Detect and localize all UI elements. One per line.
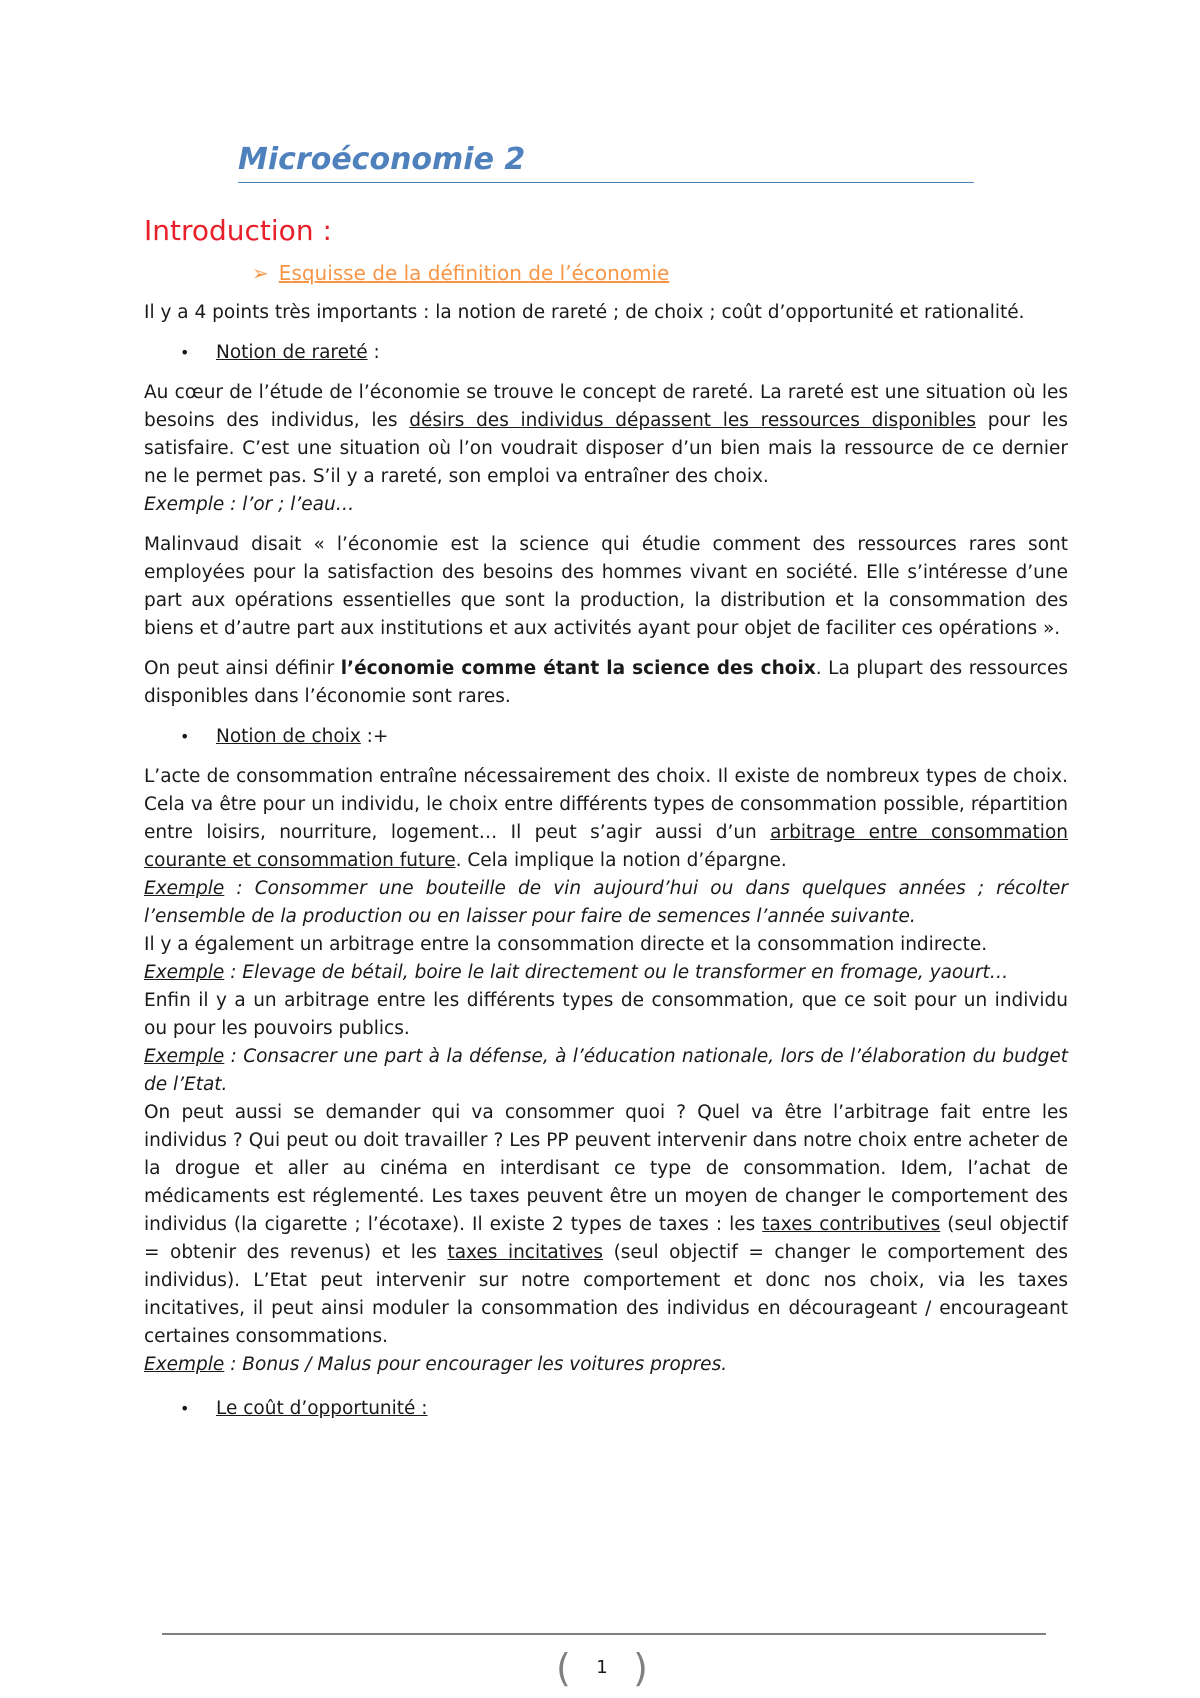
- section-heading: Introduction :: [144, 214, 332, 247]
- bullet-suffix: :+: [360, 726, 389, 747]
- choix-paragraph: [144, 763, 1068, 875]
- example-text: : Consacrer une part à la défense, à l’éducation nationale, lors de l’élaboration du budget de l’Etat.: [144, 1046, 1068, 1095]
- bullet-cout: [180, 1395, 1068, 1423]
- intro-paragraph: Il y a 4 points très importants : la notion de rareté ; de choix ; coût d’opportunité et rationalité.: [144, 302, 1025, 323]
- choix-example-2: [144, 959, 1068, 987]
- bullet-label: Le coût d’opportunité :: [216, 1398, 428, 1419]
- rarete-paragraph: [144, 379, 1068, 491]
- example-label: Exemple: [144, 878, 225, 899]
- text-run: On peut aussi se demander qui va consommer quoi ? Quel va être l’arbitrage fait entre les individus ? Qui peut ou doit travailler ? Les PP peuvent intervenir dans notre choix entre acheter de la drogue et aller au cinéma en interdisant ce type de consommation. Idem, l’achat de médicaments est réglementé. Les taxes peuvent être un moyen de changer le comportement des individus (la cigarette ; l’écotaxe). Il existe 2 types de taxes : les: [144, 1102, 1068, 1235]
- choix-paragraph-4: [144, 1099, 1068, 1351]
- example-label: Exemple: [144, 1354, 225, 1375]
- example-text: : Bonus / Malus pour encourager les voitures propres.: [224, 1354, 728, 1375]
- bullet-rarete: [180, 339, 1068, 367]
- choix-example-4: [144, 1351, 1068, 1379]
- page-number: 1: [596, 1657, 608, 1678]
- bullet-icon: •: [180, 1399, 190, 1418]
- subsection-heading: [252, 259, 1068, 287]
- bullet-icon: •: [180, 343, 190, 362]
- example-text: : Consommer une bouteille de vin aujourd’hui ou dans quelques années ; récolter l’ensemble de la production ou en laisser pour faire de semences l’année suivante.: [144, 878, 1068, 927]
- document-title: Microéconomie 2: [238, 140, 974, 183]
- page-number-box: [552, 1646, 652, 1692]
- bullet-icon: •: [180, 727, 190, 746]
- bullet-label: Notion de rareté: [216, 342, 368, 363]
- bold-run: l’économie comme étant la science des choix: [340, 658, 816, 679]
- example-text: : Elevage de bétail, boire le lait directement ou le transformer en fromage, yaourt…: [224, 962, 1009, 983]
- left-bracket-icon: (: [556, 1646, 571, 1690]
- text-run: L’acte de consommation entraîne nécessairement des choix. Il existe de nombreux types de choix. Cela va être pour un individu, le choix entre différents types de consommation possible, répartition entre loisirs, nourriture, logement… Il peut s’agir aussi d’un: [144, 766, 1068, 843]
- text-run: . Cela implique la notion d’épargne.: [455, 850, 787, 871]
- choix-paragraph-3: Enfin il y a un arbitrage entre les différents types de consommation, que ce soit pour un individu ou pour les pouvoirs publics.: [144, 990, 1068, 1039]
- rarete-example: Exemple : l’or ; l’eau…: [144, 494, 355, 515]
- malinvaud-paragraph: Malinvaud disait « l’économie est la science qui étudie comment des ressources rares sont employées pour la satisfaction des besoins des hommes vivant en société. Elle s’intéresse d’une part aux opérations essentielles que sont la production, la distribution et la consommation des biens et d’autre part aux institutions et aux activités ayant pour objet de faciliter ces opérations ».: [144, 534, 1068, 639]
- underlined-run: arbitrage entre consommation courante et consommation future: [144, 822, 1068, 871]
- right-bracket-icon: ): [633, 1646, 648, 1690]
- bullet-choix: [180, 723, 1068, 751]
- subsection-title: Esquisse de la définition de l’économie: [278, 261, 670, 285]
- footer-divider: [162, 1633, 1046, 1635]
- choix-paragraph-2: Il y a également un arbitrage entre la consommation directe et la consommation indirecte.: [144, 934, 988, 955]
- underlined-run: taxes incitatives: [447, 1242, 604, 1263]
- definition-paragraph: [144, 655, 1068, 711]
- document-content: [144, 140, 1068, 1423]
- choix-example-1: [144, 875, 1068, 931]
- bullet-suffix: :: [367, 342, 380, 363]
- text-run: (seul objectif = changer le comportement des individus). L’Etat peut intervenir sur notre comportement et donc nos choix, via les taxes incitatives, il peut ainsi moduler la consommation des individus en décourageant / encourageant certaines consommations.: [144, 1242, 1069, 1347]
- text-run: Au cœur de l’étude de l’économie se trouve le concept de rareté. La rareté est une situation où les besoins des individus, les: [144, 382, 1068, 431]
- choix-example-3: [144, 1043, 1068, 1099]
- arrow-icon: ➢: [252, 261, 269, 285]
- bullet-label: Notion de choix: [216, 726, 361, 747]
- text-run: pour les satisfaire. C’est une situation où l’on voudrait disposer d’un bien mais la ressource de ce dernier ne le permet pas. S’il y a rareté, son emploi va entraîner des choix.: [144, 410, 1068, 487]
- text-run: On peut ainsi définir: [144, 658, 341, 679]
- underlined-run: taxes contributives: [762, 1214, 941, 1235]
- example-label: Exemple: [144, 1046, 225, 1067]
- text-run: (seul objectif = obtenir des revenus) et les: [144, 1214, 1068, 1263]
- text-run: . La plupart des ressources disponibles dans l’économie sont rares.: [144, 658, 1068, 707]
- example-label: Exemple: [144, 962, 225, 983]
- underlined-run: désirs des individus dépassent les ressources disponibles: [409, 410, 976, 431]
